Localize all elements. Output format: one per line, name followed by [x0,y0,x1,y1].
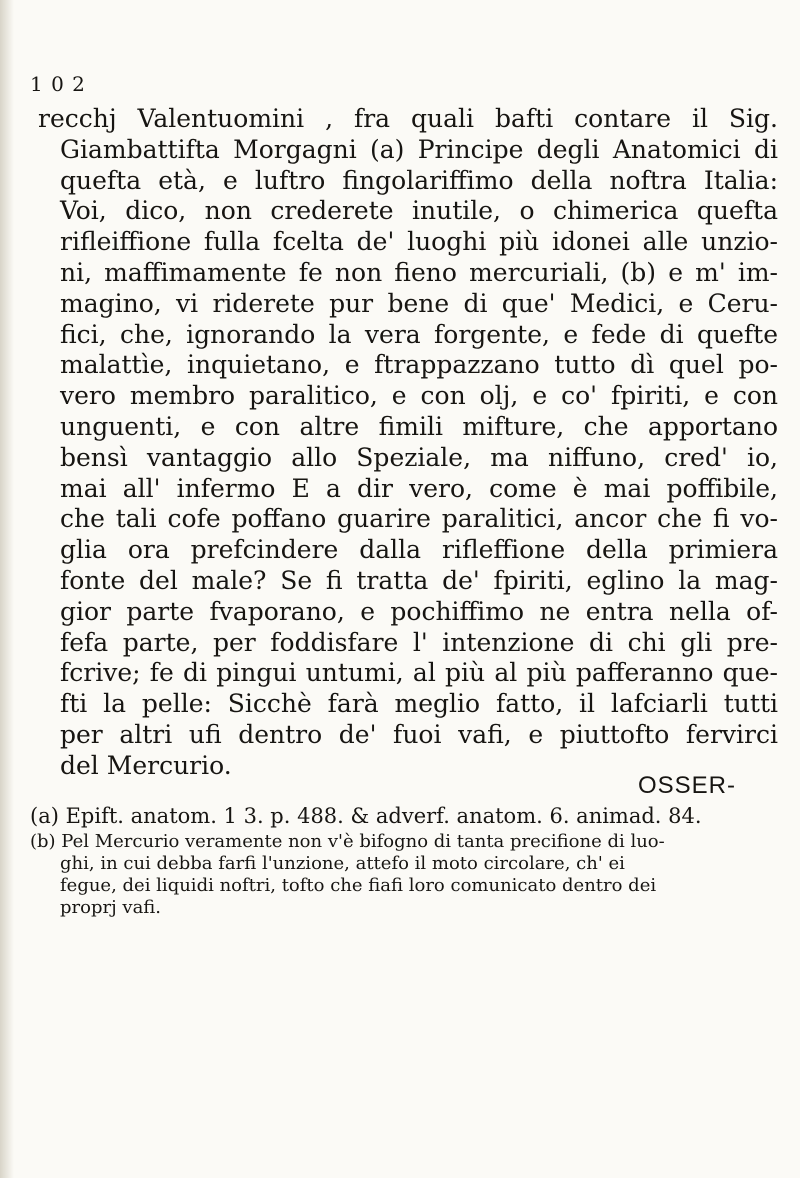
footnote-a: (a) Epift. anatom. 1 3. p. 488. & adverf. anatom. 6. animad. 84. [30,804,702,828]
text-line: vero membro paralitico, e con olj, e co' fpiriti, e con [60,381,778,411]
footnote-b-line: fegue, dei liquidi noftri, tofto che fiafi loro comunicato dentro dei [60,875,657,896]
text-line: quefta età, e luftro fingolariffimo della noftra Italia: [60,165,778,195]
catchword: OSSER- [637,772,736,799]
text-line: Giambattifta Morgagni (a) Principe degli Anatomici di [60,134,778,164]
text-line: Voi, dico, non crederete inutile, o chimerica quefta [60,196,778,226]
text-line: rifleiffione fulla fcelta de' luoghi più idonei alle unzio- [60,227,778,257]
text-line: fonte del male? Se fi tratta de' fpiriti, eglino la mag- [60,565,778,595]
text-line: mai all' infermo E a dir vero, come è mai poffibile, [60,473,778,503]
footnote-b-line: ghi, in cui debba farfi l'unzione, attefo il moto circolare, ch' ei [60,853,625,874]
text-line: che tali cofe poffano guarire paralitici, ancor che fi vo- [60,504,778,534]
text-line: recchj Valentuomini , fra quali bafti contare il Sig. [38,104,778,133]
text-line: glia ora prefcindere dalla rifleffione della primiera [60,535,778,565]
text-line: fti la pelle: Sicchè farà meglio fatto, il lafciarli tutti [60,689,778,719]
text-line: malattìe, inquietano, e ftrappazzano tutto dì quel po- [60,350,778,380]
footnotes [30,802,780,919]
text-line: del Mercurio. [60,750,232,780]
text-line: unguenti, e con altre fimili mifture, che apportano [60,411,778,441]
page-number: 1 0 2 [30,72,86,96]
main-text [38,104,778,782]
text-line: fici, che, ignorando la vera forgente, e fede di quefte [60,319,778,349]
text-line: bensì vantaggio allo Speziale, ma niffuno, cred' io, [60,442,778,472]
text-line: gior parte fvaporano, e pochiffimo ne entra nella of- [60,596,778,626]
text-line: fefa parte, per foddisfare l' intenzione di chi gli pre- [60,627,778,657]
text-line: ni, maffimamente fe non fieno mercuriali, (b) e m' im- [60,257,778,287]
footnote-b-line: proprj vafi. [60,897,162,918]
text-line: fcrive; fe di pingui untumi, al più al più pafferanno que- [60,658,778,688]
text-line: magino, vi riderete pur bene di que' Medici, e Ceru- [60,288,778,318]
footnote-b: (b) Pel Mercurio veramente non v'è bifogno di tanta precifione di luo- [30,831,665,852]
page-gutter-shadow [0,0,14,1178]
text-line: per altri ufi dentro de' fuoi vafi, e piuttofto fervirci [60,719,778,749]
